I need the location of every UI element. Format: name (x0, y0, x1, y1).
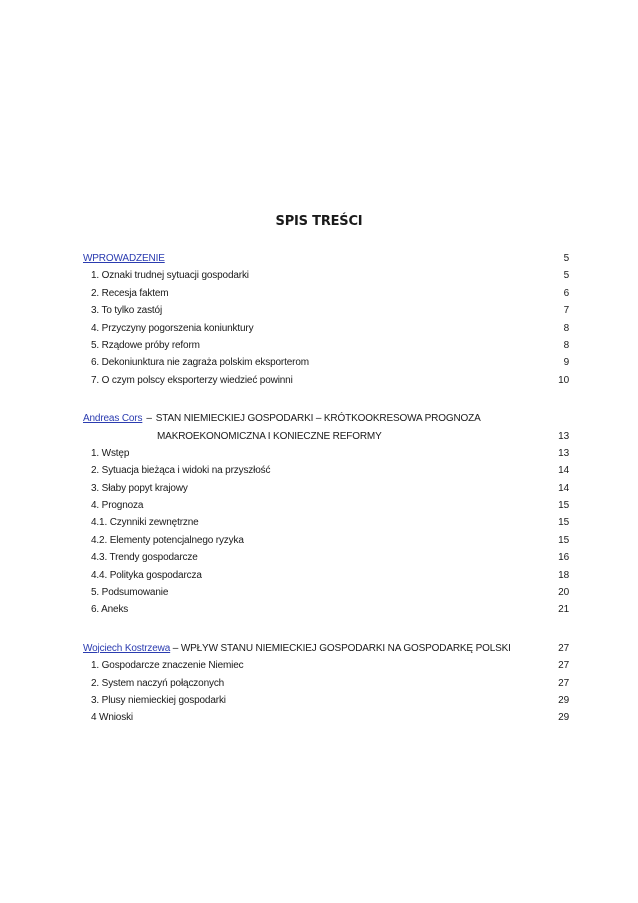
toc-entry (83, 692, 569, 709)
toc-entry (83, 337, 569, 354)
toc-entry-label: 6. Dekoniunktura nie zagraża polskim eksporterom (91, 357, 309, 369)
toc-entry-label: 4.1. Czynniki zewnętrzne (91, 517, 199, 529)
page-number: 15 (558, 500, 569, 512)
page-number: 29 (558, 694, 569, 706)
toc-entry (83, 372, 569, 389)
page-number: 16 (558, 552, 569, 564)
toc-entry (83, 267, 569, 284)
toc-section-heading (83, 640, 569, 657)
toc-entry (83, 709, 569, 726)
toc-entry-label: 5. Podsumowanie (91, 587, 169, 599)
table-of-contents (83, 250, 569, 727)
page-number: 9 (563, 357, 569, 369)
page-title: SPIS TREŚCI (275, 214, 363, 229)
toc-entry-label: 5. Rządowe próby reform (91, 339, 200, 351)
toc-entry (83, 601, 569, 618)
toc-entry (83, 445, 569, 462)
toc-section-heading-continuation (83, 428, 569, 445)
page-number: 13 (558, 430, 569, 442)
page-number: 20 (558, 587, 569, 599)
toc-section-heading (83, 250, 569, 267)
toc-entry (83, 567, 569, 584)
toc-entry-label: 1. Wstęp (91, 447, 130, 459)
toc-entry (83, 285, 569, 302)
toc-entry-label: 7. O czym polscy eksporterzy wiedzieć powinni (91, 374, 293, 386)
toc-entry-label: 3. Słaby popyt krajowy (91, 482, 188, 494)
page-number: 8 (563, 322, 569, 334)
page-number: 27 (558, 642, 569, 654)
page-number: 8 (563, 339, 569, 351)
toc-entry (83, 462, 569, 479)
section-heading: – WPŁYW STANU NIEMIECKIEJ GOSPODARKI NA GOSPODARKĘ POLSKI (172, 642, 511, 654)
page-number: 13 (558, 447, 569, 459)
page-number: 21 (558, 604, 569, 616)
page-number: 15 (558, 517, 569, 529)
toc-entry-label: 3. To tylko zastój (91, 305, 163, 317)
page-number: 14 (558, 465, 569, 477)
toc-entry (83, 549, 569, 566)
toc-entry (83, 584, 569, 601)
toc-entry (83, 320, 569, 337)
page-number: 5 (563, 253, 569, 264)
toc-entry-label: 1. Gospodarcze znaczenie Niemiec (91, 660, 244, 672)
toc-entry-label: 4.3. Trendy gospodarcze (91, 552, 198, 564)
page-number: 7 (563, 305, 569, 317)
toc-entry-label: 4.4. Polityka gospodarcza (91, 569, 202, 581)
page-number: 29 (558, 712, 569, 724)
toc-entry-label: 4.2. Elementy potencjalnego ryzyka (91, 534, 244, 546)
section-heading-line2: MAKROEKONOMICZNA I KONIECZNE REFORMY (157, 430, 382, 442)
page-number: 27 (558, 660, 569, 672)
toc-link-wprowadzenie[interactable]: WPROWADZENIE (83, 253, 165, 264)
page-number: 27 (558, 677, 569, 689)
toc-entry-label: 3. Plusy niemieckiej gospodarki (91, 694, 226, 706)
toc-entry (83, 480, 569, 497)
page-number: 6 (563, 287, 569, 299)
toc-entry-label: 6. Aneks (91, 604, 129, 616)
author-link-andreas-cors[interactable]: Andreas Cors (83, 413, 143, 425)
toc-entry (83, 657, 569, 674)
toc-entry-label: 2. System naczyń połączonych (91, 677, 225, 689)
toc-entry-label: 1. Oznaki trudnej sytuacji gospodarki (91, 270, 249, 282)
page-number: 5 (563, 270, 569, 282)
author-link-wojciech-kostrzewa[interactable]: Wojciech Kostrzewa (83, 642, 171, 654)
toc-entry (83, 354, 569, 371)
toc-entry-label: 2. Recesja faktem (91, 287, 169, 299)
toc-entry-label: 4 Wnioski (91, 712, 133, 724)
page-number: 18 (558, 569, 569, 581)
toc-entry (83, 514, 569, 531)
page-number: 10 (558, 374, 569, 386)
section-spacer (83, 619, 569, 640)
page-number: 15 (558, 534, 569, 546)
toc-entry-label: 4. Prognoza (91, 500, 144, 512)
section-heading-line1: STAN NIEMIECKIEJ GOSPODARKI – KRÓTKOOKRESOWA PROGNOZA (155, 413, 481, 425)
toc-entry (83, 302, 569, 319)
toc-entry-label: 2. Sytuacja bieżąca i widoki na przyszłość (91, 465, 271, 477)
toc-entry (83, 497, 569, 514)
toc-entry (83, 675, 569, 692)
toc-entry-label: 4. Przyczyny pogorszenia koniunktury (91, 322, 254, 334)
toc-entry (83, 532, 569, 549)
page-number: 14 (558, 482, 569, 494)
toc-section-heading (83, 410, 569, 427)
section-spacer (83, 389, 569, 410)
heading-dash: – (146, 413, 152, 425)
